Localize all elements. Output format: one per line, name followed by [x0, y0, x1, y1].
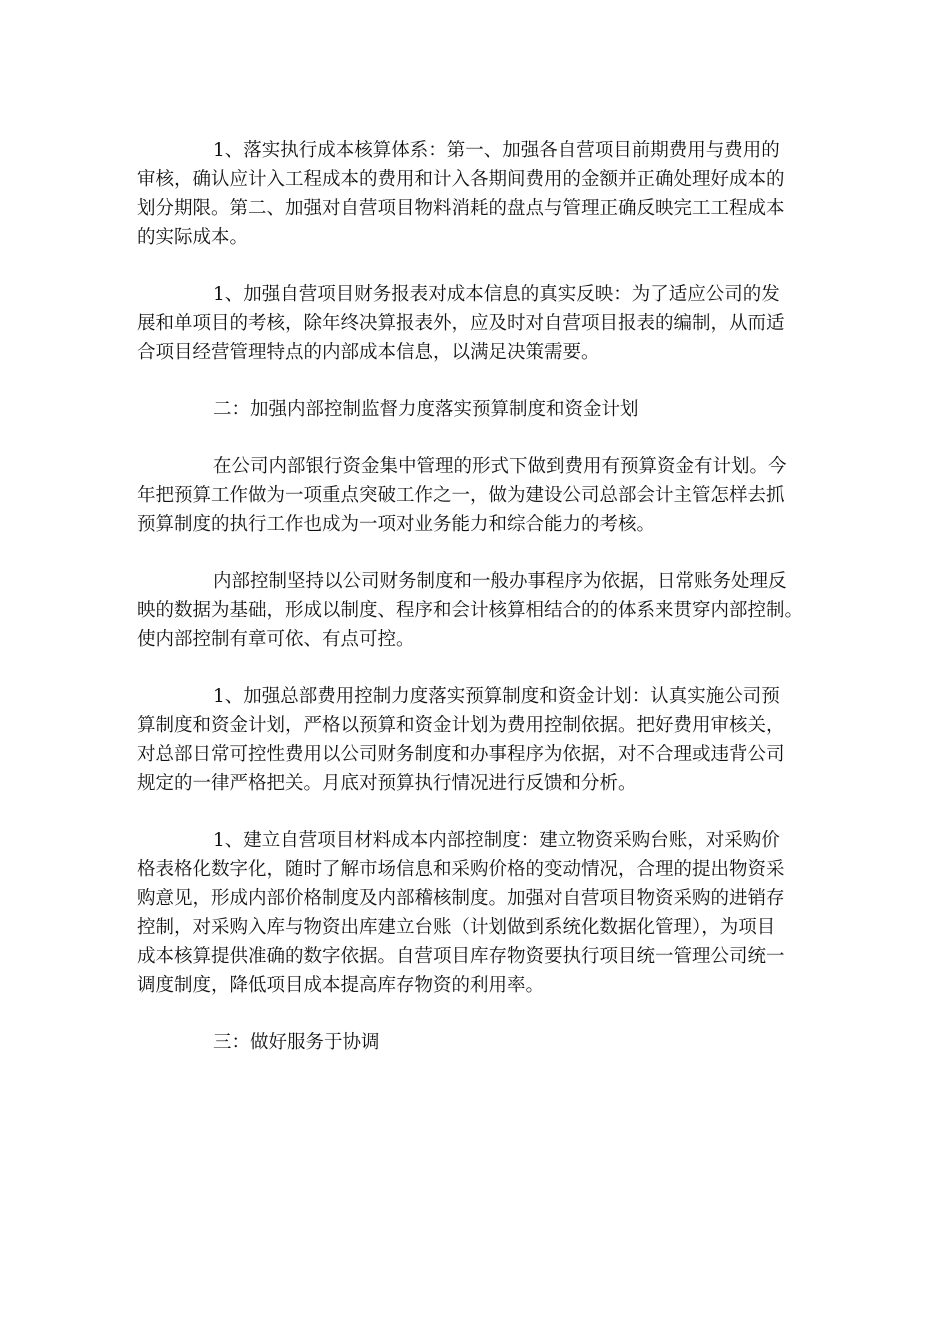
- paragraph-financial-reports: [137, 280, 813, 367]
- text-line: 对总部日常可控性费用以公司财务制度和办事程序为依据，对不合理或违背公司: [137, 744, 785, 765]
- heading-line: 三：做好服务于协调: [213, 1032, 380, 1053]
- section-heading-service: [137, 1028, 813, 1057]
- text-line: 审核，确认应计入工程成本的费用和计入各期间费用的金额并正确处理好成本的: [137, 169, 785, 190]
- section-heading-internal-control: [137, 395, 813, 424]
- text-line: 成本核算提供准确的数字依据。自营项目库存物资要执行项目统一管理公司统一: [137, 946, 785, 967]
- text-line: 1、加强总部费用控制力度落实预算制度和资金计划：认真实施公司预: [213, 686, 780, 707]
- text-line: 映的数据为基础，形成以制度、程序和会计核算相结合的的体系来贯穿内部控制。: [137, 600, 804, 621]
- paragraph-internal-control-basis: [137, 567, 813, 654]
- text-line: 的实际成本。: [137, 227, 249, 248]
- text-line: 展和单项目的考核，除年终决算报表外，应及时对自营项目报表的编制，从而适: [137, 313, 785, 334]
- text-line: 格表格化数字化，随时了解市场信息和采购价格的变动情况，合理的提出物资采: [137, 859, 785, 880]
- paragraph-cost-accounting: [137, 136, 813, 252]
- text-line: 年把预算工作做为一项重点突破工作之一，做为建设公司总部会计主管怎样去抓: [137, 485, 785, 506]
- text-line: 预算制度的执行工作也成为一项对业务能力和综合能力的考核。: [137, 514, 656, 535]
- text-line: 算制度和资金计划，严格以预算和资金计划为费用控制依据。把好费用审核关，: [137, 715, 785, 736]
- text-line: 合项目经营管理特点的内部成本信息，以满足决策需要。: [137, 342, 600, 363]
- text-line: 使内部控制有章可依、有点可控。: [137, 629, 415, 650]
- paragraph-material-cost-control: [137, 826, 813, 1000]
- text-line: 调度制度，降低项目成本提高库存物资的利用率。: [137, 975, 545, 996]
- text-line: 在公司内部银行资金集中管理的形式下做到费用有预算资金有计划。今: [213, 456, 787, 477]
- text-line: 内部控制坚持以公司财务制度和一般办事程序为依据，日常账务处理反: [213, 571, 787, 592]
- document-page: [137, 136, 813, 1085]
- text-line: 划分期限。第二、加强对自营项目物料消耗的盘点与管理正确反映完工工程成本: [137, 198, 785, 219]
- heading-line: 二：加强内部控制监督力度落实预算制度和资金计划: [213, 399, 639, 420]
- text-line: 1、建立自营项目材料成本内部控制度：建立物资采购台账，对采购价: [213, 830, 780, 851]
- text-line: 购意见，形成内部价格制度及内部稽核制度。加强对自营项目物资采购的进销存: [137, 888, 785, 909]
- text-line: 规定的一律严格把关。月底对预算执行情况进行反馈和分析。: [137, 773, 637, 794]
- paragraph-budget-management: [137, 452, 813, 539]
- text-line: 1、加强自营项目财务报表对成本信息的真实反映：为了适应公司的发: [213, 284, 780, 305]
- text-line: 控制，对采购入库与物资出库建立台账（计划做到系统化数据化管理），为项目: [137, 917, 776, 938]
- text-line: 1、落实执行成本核算体系：第一、加强各自营项目前期费用与费用的: [213, 140, 780, 161]
- paragraph-expense-control: [137, 682, 813, 798]
